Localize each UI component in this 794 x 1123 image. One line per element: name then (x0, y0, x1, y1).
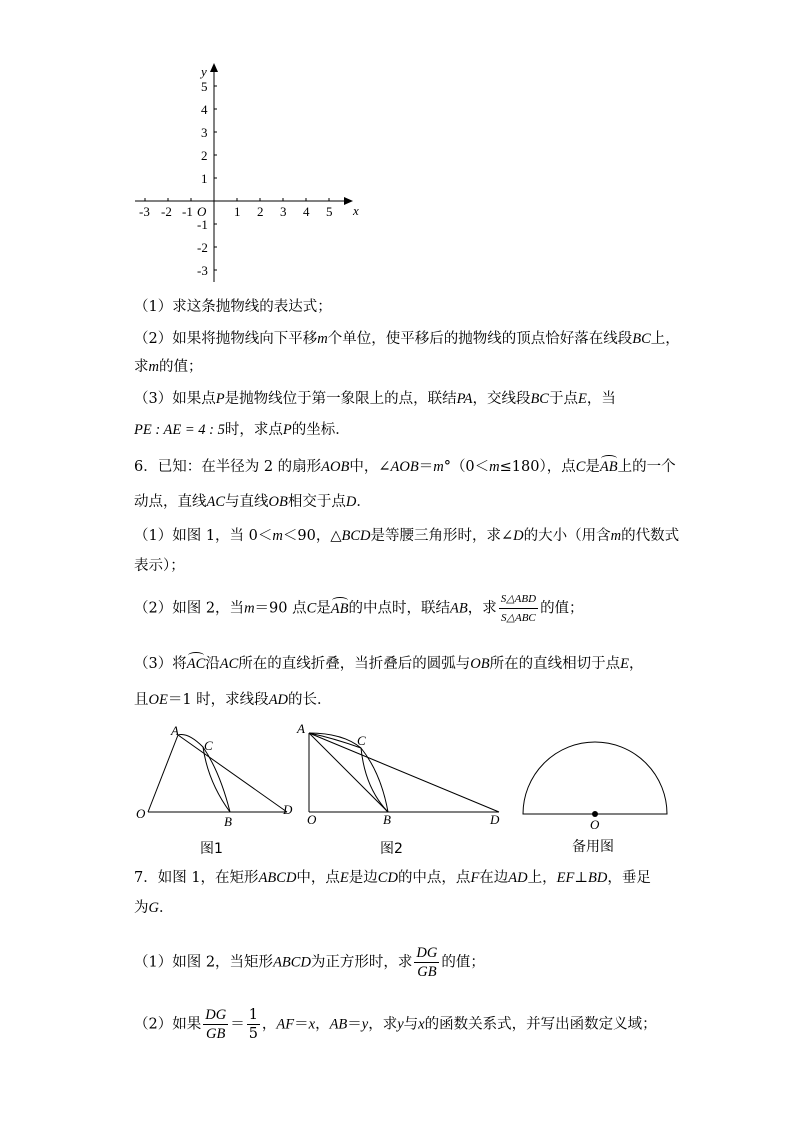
arc-ab: AB (330, 600, 349, 617)
q5-part2-line2: 求m的值； (134, 359, 203, 375)
q7-part1: （1）如图 2，当矩形ABCD为正方形时，求 $\frac{DG}{GB}$ 的值； (134, 945, 485, 980)
y-tick: -1 (197, 217, 208, 232)
label-o: O (307, 812, 317, 827)
q6-part1-line2: 表示）； (134, 558, 185, 574)
q5-part1: （1）求这条抛物线的表达式； (134, 299, 332, 315)
q5-part2-line1: （2）如果将抛物线向下平移m个单位，使平移后的抛物线的顶点恰好落在线段BC上， (134, 331, 680, 347)
q6-line2: 动点，直线AC与直线OB相交于点D． (134, 494, 371, 510)
y-tick: 5 (201, 79, 208, 94)
q6-part1-line1: （1）如图 1，当 0＜m＜90，△BCD是等腰三角形时，求∠D的大小（用含m的代数式 (134, 528, 680, 544)
q6-part3-line1: （3）将AC沿AC所在的直线折叠，当折叠后的圆弧与OB所在的直线相切于点E， (134, 656, 644, 672)
x-tick: -3 (139, 204, 150, 219)
label-d: D (490, 812, 500, 827)
q5-part3-line2: PE : AE = 4 : 5时，求点P的坐标． (134, 422, 350, 438)
q6-line1: 6．已知：在半径为 2 的扇形AOB中，∠AOB＝m°（0＜m≤180），点C是AB上的一个 (134, 459, 676, 475)
x-tick: -1 (182, 204, 193, 219)
x-tick: 3 (280, 204, 287, 219)
label-d: D (283, 802, 293, 817)
y-axis-label: y (201, 64, 207, 79)
x-tick: -2 (161, 204, 172, 219)
x-tick: 2 (257, 204, 264, 219)
y-tick: 4 (201, 102, 208, 117)
q7-part2: （2）如果 $\frac{DG}{GB}$ ＝ $\frac{1}{5}$ ，AF＝x，AB＝y，求y与x的函数关系式，并写出函数定义域； (134, 1007, 657, 1042)
label-b: B (224, 814, 232, 829)
fraction-area-ratio: $\frac{\text{S△ABD}}{\text{S△ABC}}$ (499, 590, 538, 627)
x-tick: 1 (234, 204, 241, 219)
label-o: O (590, 817, 600, 832)
label-b: B (383, 812, 391, 827)
fraction-one-fifth: $\frac{1}{5}$ (248, 1007, 258, 1042)
y-tick: -3 (197, 263, 208, 278)
q6-part3-line2: 且OE＝1 时，求线段AD的长． (134, 692, 332, 708)
y-axis-arrow (210, 63, 218, 72)
label-c: C (204, 738, 213, 753)
q7-line2: 为G． (134, 900, 174, 916)
label-a: A (297, 721, 305, 736)
label-o: O (136, 806, 146, 821)
x-axis-label: x (353, 203, 359, 218)
figure-2 (293, 718, 513, 833)
fraction-dg-gb: $\frac{DG}{GB}$ (205, 1007, 227, 1042)
arc-ac: AC (186, 656, 206, 672)
coordinate-grid (125, 60, 370, 285)
x-tick: 5 (326, 204, 333, 219)
label-a: A (171, 723, 179, 738)
y-tick: -2 (197, 240, 208, 255)
fraction-dg-gb: $\frac{DG}{GB}$ (416, 945, 438, 980)
label-c: C (357, 733, 366, 748)
y-tick: 3 (201, 125, 208, 140)
backup-figure (515, 735, 675, 835)
x-tick: 4 (303, 204, 310, 219)
figure-1 (130, 722, 305, 832)
y-tick: 1 (201, 171, 208, 186)
q5-part3-line1: （3）如果点P是抛物线位于第一象限上的点，联结PA，交线段BC于点E，当 (134, 391, 616, 407)
backup-figure-caption: 备用图 (572, 839, 614, 855)
arc-ab: AB (599, 459, 618, 475)
q7-line1: 7．如图 1，在矩形ABCD中，点E是边CD的中点，点F在边AD上，EF⊥BD，垂足 (134, 870, 651, 886)
figure-2-caption: 图2 (380, 841, 403, 857)
x-axis-arrow (344, 197, 353, 205)
origin-label: O (197, 204, 207, 219)
q6-part2: （2）如图 2，当m＝90 点C是AB的中点时，联结AB，求 $\frac{\text{S△ABD}}{\text{S△ABC}}$ 的值； (134, 590, 584, 627)
y-tick: 2 (201, 148, 208, 163)
figure-1-caption: 图1 (200, 841, 223, 857)
